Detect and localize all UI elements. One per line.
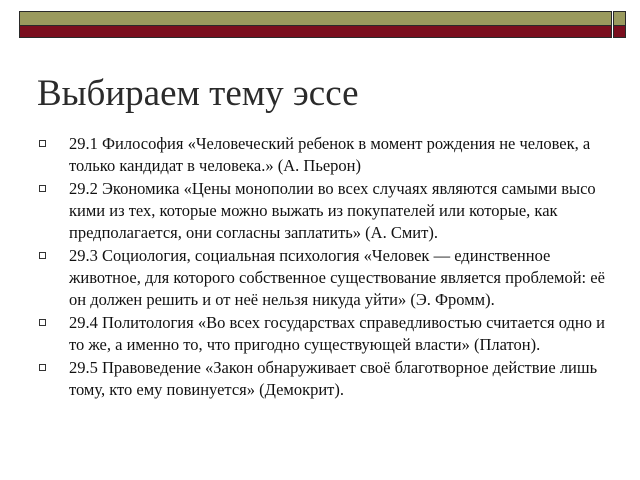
essay-topic-list xyxy=(37,133,617,402)
square-bullet-icon xyxy=(39,185,46,192)
square-bullet-icon xyxy=(39,252,46,259)
list-item-text: 29.3 Социология, социальная психология «Человек — единственное животное, для которого собственное существование является проблемой: её он должен решить и от неё нельзя никуда уйти» (Э. Фромм). xyxy=(69,246,605,309)
square-bullet-icon xyxy=(39,319,46,326)
list-item-text: 29.2 Экономика «Цены монополии во всех случаях являются самыми высо кими из тех, которые можно выжать из покупателей или которые, как предполагается, они согласны заплатить» (А. Смит). xyxy=(69,179,596,242)
list-item xyxy=(37,133,617,177)
list-item xyxy=(37,178,617,244)
header-bar-olive xyxy=(19,11,612,26)
list-item xyxy=(37,357,617,401)
square-bullet-icon xyxy=(39,140,46,147)
list-item-text: 29.5 Правоведение «Закон обнаруживает своё благотворное действие лишь тому, кто ему повинуется» (Демокрит). xyxy=(69,358,598,399)
list-item xyxy=(37,312,617,356)
square-bullet-icon xyxy=(39,364,46,371)
header-square-maroon xyxy=(613,26,626,38)
list-item xyxy=(37,245,617,311)
header-square-olive xyxy=(613,11,626,26)
list-item-text: 29.1 Философия «Человеческий ребенок в момент рождения не человек, а только кандидат в человека.» (А. Пьерон) xyxy=(69,134,591,175)
header-bar-maroon xyxy=(19,26,612,38)
list-item-text: 29.4 Политология «Во всех государствах справедливостью считается одно и то же, а именно то, что пригодно существующей власти» (Платон). xyxy=(69,313,605,354)
slide-title: Выбираем тему эссе xyxy=(37,73,359,114)
